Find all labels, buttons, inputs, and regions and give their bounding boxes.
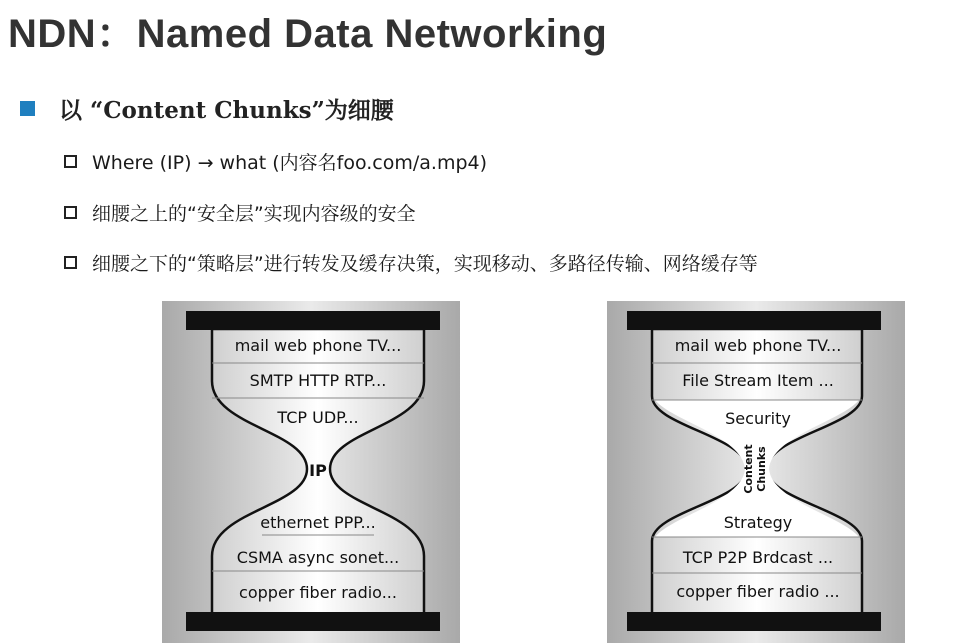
- layer-label: copper fiber radio ...: [676, 582, 840, 601]
- layer-label: copper fiber radio...: [239, 583, 397, 602]
- ip-hourglass-diagram: [162, 301, 460, 643]
- layer-label: File Stream Item ...: [682, 371, 834, 390]
- layer-label: mail web phone TV...: [234, 336, 402, 355]
- waist-label-content: Content: [742, 444, 755, 494]
- sub-bullet-text: 细腰之下的“策略层”进行转发及缓存决策，实现移动、多路径传输、网络缓存等: [92, 253, 758, 275]
- bottom-bar: [186, 612, 440, 631]
- main-bullet: [20, 92, 394, 125]
- waist-label: IP: [309, 461, 327, 480]
- sub-bullet-2: [64, 199, 416, 226]
- bottom-bar: [627, 612, 881, 631]
- layer-label: SMTP HTTP RTP...: [249, 371, 387, 390]
- sub-bullet-1: [64, 148, 487, 175]
- layer-label: mail web phone TV...: [674, 336, 842, 355]
- layer-label: ethernet PPP...: [260, 513, 376, 532]
- waist-label-chunks: Chunks: [755, 446, 768, 492]
- sub-bullet-text: Where (IP) → what (内容名foo.com/a.mp4): [92, 152, 488, 174]
- slide-title: NDN：Named Data Networking: [8, 12, 608, 56]
- layer-label: CSMA async sonet...: [236, 548, 400, 567]
- layer-label: Security: [725, 409, 791, 428]
- sub-bullet-3: [64, 249, 758, 276]
- hollow-square-bullet-icon: [64, 206, 77, 219]
- layer-label: Strategy: [723, 513, 793, 532]
- top-bar: [186, 311, 440, 330]
- hollow-square-bullet-icon: [64, 256, 77, 269]
- hollow-square-bullet-icon: [64, 155, 77, 168]
- main-bullet-text: 以 “Content Chunks”为细腰: [59, 97, 394, 124]
- layer-label: TCP P2P Brdcast ...: [682, 548, 834, 567]
- top-bar: [627, 311, 881, 330]
- layer-label: TCP UDP...: [277, 408, 359, 427]
- sub-bullet-text: 细腰之上的“安全层”实现内容级的安全: [92, 203, 416, 225]
- square-bullet-icon: [20, 101, 35, 116]
- ndn-hourglass-diagram: [607, 301, 905, 643]
